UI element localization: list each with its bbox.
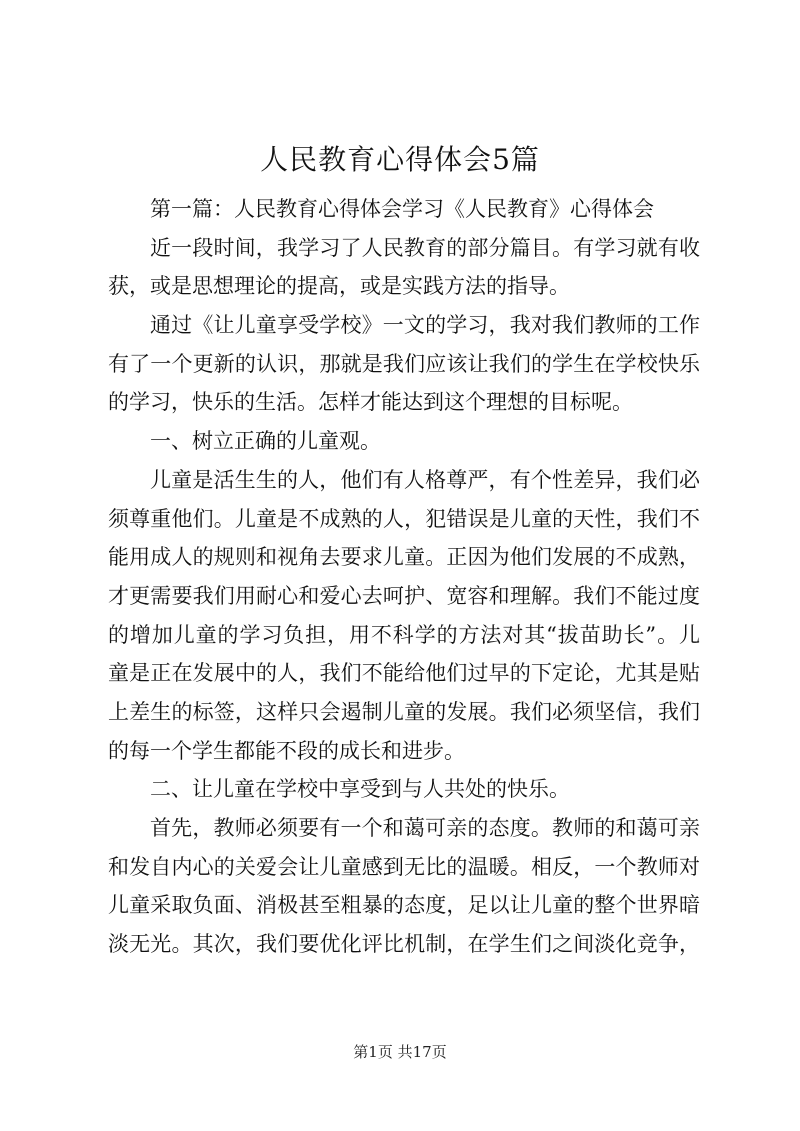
text-line: 的学习，快乐的生活。怎样才能达到这个理想的目标呢。 xyxy=(108,390,633,415)
document-body xyxy=(108,190,700,964)
text-line: 须尊重他们。儿童是不成熟的人，犯错误是儿童的天性，我们不 xyxy=(108,506,700,531)
text-line: 二、让儿童在学校中享受到与人共处的快乐。 xyxy=(150,777,570,802)
text-line: 的增加儿童的学习负担，用不科学的方法对其“拔苗助长”。儿 xyxy=(108,622,700,647)
text-line: 有了一个更新的认识，那就是我们应该让我们的学生在学校快乐 xyxy=(108,351,700,376)
text-line: 儿童采取负面、消极甚至粗暴的态度，足以让儿童的整个世界暗 xyxy=(108,893,700,918)
text-line: 儿童是活生生的人，他们有人格尊严，有个性差异，我们必 xyxy=(150,467,700,492)
text-line: 一、树立正确的儿童观。 xyxy=(150,429,381,454)
text-line: 能用成人的规则和视角去要求儿童。正因为他们发展的不成熟， xyxy=(108,545,700,570)
text-line: 才更需要我们用耐心和爱心去呵护、宽容和理解。我们不能过度 xyxy=(108,583,700,608)
text-line: 的每一个学生都能不段的成长和进步。 xyxy=(108,738,465,763)
text-line: 通过《让儿童享受学校》一文的学习，我对我们教师的工作 xyxy=(150,313,700,338)
text-line: 上差生的标签，这样只会遏制儿童的发展。我们必须坚信，我们 xyxy=(108,699,700,724)
text-line: 和发自内心的关爱会让儿童感到无比的温暖。相反，一个教师对 xyxy=(108,854,700,879)
text-line: 第一篇：人民教育心得体会学习《人民教育》心得体会 xyxy=(150,197,654,221)
text-line: 首先，教师必须要有一个和蔼可亲的态度。教师的和蔼可亲 xyxy=(150,816,700,840)
document-title: 人民教育心得体会5篇 xyxy=(260,143,540,176)
text-line: 淡无光。其次，我们要优化评比机制，在学生们之间淡化竞争， xyxy=(108,932,700,957)
text-line: 获，或是思想理论的提高，或是实践方法的指导。 xyxy=(108,274,570,299)
text-line: 近一段时间，我学习了人民教育的部分篇目。有学习就有收 xyxy=(150,235,700,260)
page-footer: 第1页 共17页 xyxy=(353,1043,447,1061)
text-line: 童是正在发展中的人，我们不能给他们过早的下定论，尤其是贴 xyxy=(108,661,700,686)
